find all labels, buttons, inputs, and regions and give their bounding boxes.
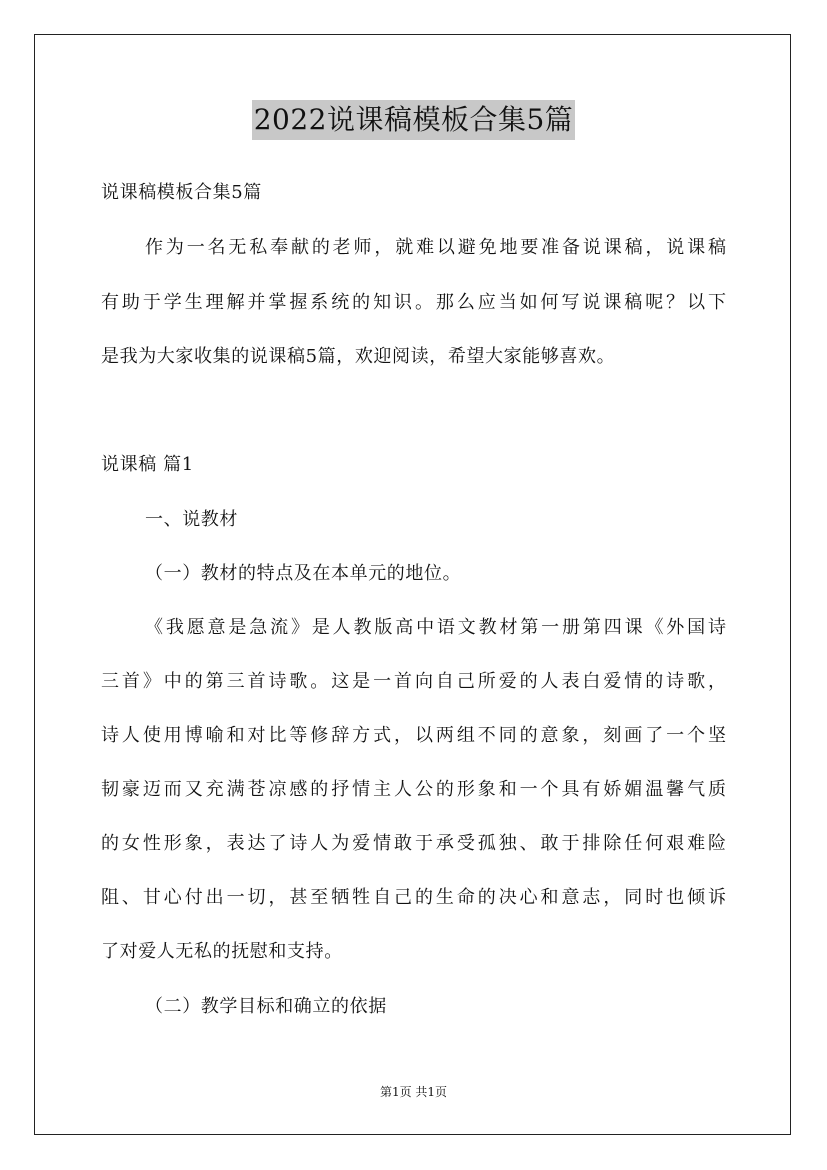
body-line-5: 的女性形象，表达了诗人为爱情敢于承受孤独、敢于排除任何艰难险 xyxy=(101,833,726,854)
body-line-4: 韧豪迈而又充满苍凉感的抒情主人公的形象和一个具有娇媚温馨气质 xyxy=(101,779,726,800)
body-line-6: 阻、甘心付出一切，甚至牺牲自己的生命的决心和意志，同时也倾诉 xyxy=(101,887,726,908)
document-title: 2022说课稿模板合集5篇 xyxy=(252,100,576,140)
title-wrapper xyxy=(0,100,827,140)
document-subtitle: 说课稿模板合集5篇 xyxy=(101,182,262,203)
page-footer: 第1页 共1页 xyxy=(379,1085,448,1099)
body-line-2: 三首》中的第三首诗歌。这是一首向自己所爱的人表白爱情的诗歌， xyxy=(101,671,726,692)
body-line-1: 《我愿意是急流》是人教版高中语文教材第一册第四课《外国诗 xyxy=(145,617,726,638)
body-line-7: 了对爱人无私的抚慰和支持。 xyxy=(101,941,343,962)
sub-heading-1: （一）教材的特点及在本单元的地位。 xyxy=(145,563,462,584)
body-line-3: 诗人使用博喻和对比等修辞方式，以两组不同的意象，刻画了一个坚 xyxy=(101,725,726,746)
part-heading: 一、说教材 xyxy=(145,509,238,530)
intro-line-3: 是我为大家收集的说课稿5篇，欢迎阅读，希望大家能够喜欢。 xyxy=(101,346,616,367)
intro-line-2: 有助于学生理解并掌握系统的知识。那么应当如何写说课稿呢？以下 xyxy=(101,292,726,313)
sub-heading-2: （二）教学目标和确立的依据 xyxy=(145,996,387,1017)
intro-line-1: 作为一名无私奉献的老师，就难以避免地要准备说课稿，说课稿 xyxy=(145,237,726,258)
section-heading: 说课稿 篇1 xyxy=(101,454,194,475)
